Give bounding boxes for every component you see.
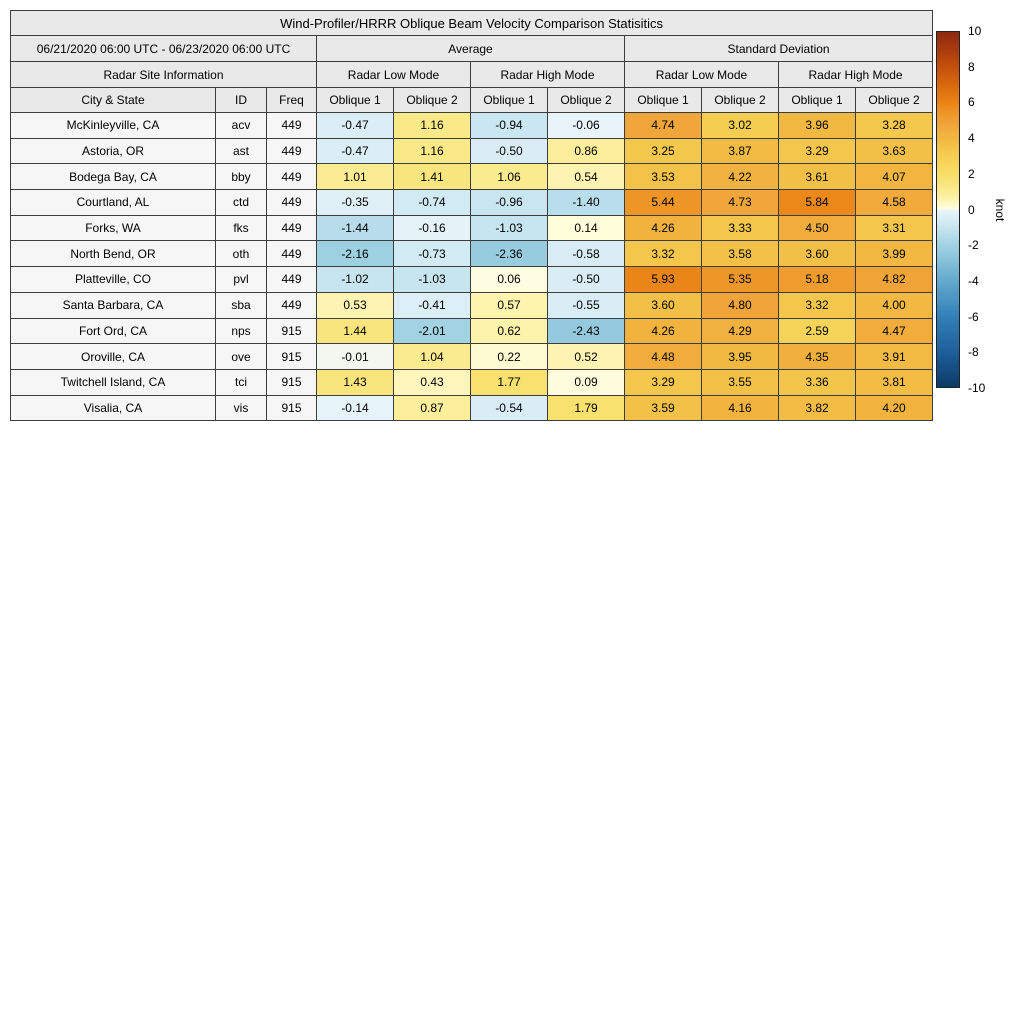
site-id-cell: nps [216,318,267,344]
column-header-oblique: Oblique 1 [625,88,702,113]
colorbar-tick-label: -4 [968,273,979,288]
value-cell: 3.32 [625,241,702,267]
table-row [11,138,933,164]
value-cell: -0.50 [548,267,625,293]
city-cell: Astoria, OR [11,138,216,164]
value-cell: -2.36 [471,241,548,267]
mode-header-std-high: Radar High Mode [779,62,933,88]
value-cell: -0.73 [394,241,471,267]
colorbar-tick-label: 6 [968,95,975,110]
column-header-oblique: Oblique 1 [471,88,548,113]
value-cell: -0.35 [317,190,394,216]
table-row [11,267,933,293]
value-cell: 0.62 [471,318,548,344]
site-id-cell: acv [216,113,267,139]
column-header-city: City & State [11,88,216,113]
table-row [11,369,933,395]
value-cell: -2.01 [394,318,471,344]
site-id-cell: ast [216,138,267,164]
table-row [11,395,933,421]
table-body [11,113,933,421]
value-cell: 5.18 [779,267,856,293]
value-cell: 3.63 [856,138,933,164]
value-cell: 3.82 [779,395,856,421]
site-id-cell: vis [216,395,267,421]
site-id-cell: sba [216,292,267,318]
colorbar-tick-label: -8 [968,345,979,360]
value-cell: -0.94 [471,113,548,139]
site-id-cell: ctd [216,190,267,216]
city-cell: Twitchell Island, CA [11,369,216,395]
value-cell: 1.44 [317,318,394,344]
value-cell: 3.96 [779,113,856,139]
column-header-freq: Freq [267,88,317,113]
city-cell: Visalia, CA [11,395,216,421]
value-cell: 3.61 [779,164,856,190]
value-cell: -2.16 [317,241,394,267]
colorbar-gradient [936,31,960,388]
column-header-oblique: Oblique 1 [779,88,856,113]
freq-cell: 915 [267,318,317,344]
value-cell: 4.22 [702,164,779,190]
freq-cell: 449 [267,164,317,190]
value-cell: 3.59 [625,395,702,421]
colorbar-tick-label: -6 [968,309,979,324]
date-range-cell: 06/21/2020 06:00 UTC - 06/23/2020 06:00 UTC [11,36,317,62]
column-header-oblique: Oblique 2 [548,88,625,113]
freq-cell: 915 [267,395,317,421]
value-cell: 3.87 [702,138,779,164]
value-cell: 3.31 [856,215,933,241]
value-cell: 3.55 [702,369,779,395]
value-cell: 3.99 [856,241,933,267]
freq-cell: 449 [267,267,317,293]
table-row [11,113,933,139]
value-cell: -1.02 [317,267,394,293]
table-row [11,344,933,370]
freq-cell: 449 [267,215,317,241]
value-cell: -2.43 [548,318,625,344]
table-row [11,190,933,216]
value-cell: 3.95 [702,344,779,370]
value-cell: 3.25 [625,138,702,164]
value-cell: 4.26 [625,215,702,241]
value-cell: -0.01 [317,344,394,370]
statistics-table [10,10,933,421]
city-cell: North Bend, OR [11,241,216,267]
mode-header-row [11,62,933,88]
value-cell: 3.81 [856,369,933,395]
value-cell: 3.58 [702,241,779,267]
value-cell: 3.28 [856,113,933,139]
value-cell: 5.93 [625,267,702,293]
table-row [11,164,933,190]
column-header-oblique: Oblique 2 [394,88,471,113]
value-cell: -0.54 [471,395,548,421]
site-id-cell: oth [216,241,267,267]
value-cell: 3.33 [702,215,779,241]
value-cell: 1.16 [394,113,471,139]
value-cell: 3.32 [779,292,856,318]
value-cell: -0.50 [471,138,548,164]
value-cell: 1.06 [471,164,548,190]
site-id-cell: pvl [216,267,267,293]
table-header [11,11,933,113]
value-cell: 5.44 [625,190,702,216]
value-cell: 5.35 [702,267,779,293]
value-cell: 0.53 [317,292,394,318]
value-cell: -0.14 [317,395,394,421]
value-cell: 2.59 [779,318,856,344]
value-cell: -0.47 [317,138,394,164]
mode-header-avg-high: Radar High Mode [471,62,625,88]
value-cell: -0.16 [394,215,471,241]
value-cell: 4.35 [779,344,856,370]
value-cell: 4.47 [856,318,933,344]
column-header-oblique: Oblique 2 [702,88,779,113]
table-row [11,215,933,241]
value-cell: 4.50 [779,215,856,241]
value-cell: -0.06 [548,113,625,139]
figure-title: Wind-Profiler/HRRR Oblique Beam Velocity Comparison Statisitics [11,11,933,36]
column-header-row [11,88,933,113]
mode-header-std-low: Radar Low Mode [625,62,779,88]
freq-cell: 449 [267,292,317,318]
value-cell: 1.43 [317,369,394,395]
value-cell: 1.01 [317,164,394,190]
value-cell: -0.74 [394,190,471,216]
freq-cell: 915 [267,344,317,370]
value-cell: 4.48 [625,344,702,370]
value-cell: -1.44 [317,215,394,241]
value-cell: -0.96 [471,190,548,216]
value-cell: -0.47 [317,113,394,139]
site-id-cell: tci [216,369,267,395]
colorbar-unit-label: knot [993,198,1007,221]
colorbar-tick-label: 8 [968,59,975,74]
value-cell: -0.58 [548,241,625,267]
value-cell: 0.14 [548,215,625,241]
column-header-oblique: Oblique 2 [856,88,933,113]
value-cell: 4.16 [702,395,779,421]
group-header-average: Average [317,36,625,62]
colorbar-tick-label: 4 [968,131,975,146]
value-cell: 3.91 [856,344,933,370]
value-cell: 4.07 [856,164,933,190]
value-cell: 4.20 [856,395,933,421]
value-cell: -1.03 [394,267,471,293]
value-cell: 0.86 [548,138,625,164]
group-header-standard-deviation: Standard Deviation [625,36,933,62]
freq-cell: 449 [267,190,317,216]
value-cell: -0.55 [548,292,625,318]
value-cell: 4.58 [856,190,933,216]
table-row [11,292,933,318]
table-row [11,318,933,344]
colorbar-tick-label: 2 [968,166,975,181]
freq-cell: 915 [267,369,317,395]
value-cell: 4.73 [702,190,779,216]
value-cell: 3.36 [779,369,856,395]
colorbar [936,24,1007,395]
colorbar-tick-label: -10 [968,381,986,395]
city-cell: Platteville, CO [11,267,216,293]
value-cell: 5.84 [779,190,856,216]
table-row [11,241,933,267]
mode-header-avg-low: Radar Low Mode [317,62,471,88]
column-header-id: ID [216,88,267,113]
value-cell: 1.77 [471,369,548,395]
column-header-oblique: Oblique 1 [317,88,394,113]
value-cell: 3.29 [625,369,702,395]
city-cell: Santa Barbara, CA [11,292,216,318]
site-id-cell: ove [216,344,267,370]
value-cell: 3.29 [779,138,856,164]
site-info-header: Radar Site Information [11,62,317,88]
value-cell: 3.60 [625,292,702,318]
value-cell: 4.74 [625,113,702,139]
colorbar-tick-label: 10 [968,24,982,38]
value-cell: 0.09 [548,369,625,395]
value-cell: 3.53 [625,164,702,190]
site-id-cell: fks [216,215,267,241]
value-cell: 1.04 [394,344,471,370]
colorbar-tick-label: 0 [968,202,975,217]
city-cell: Bodega Bay, CA [11,164,216,190]
value-cell: 0.54 [548,164,625,190]
value-cell: 1.16 [394,138,471,164]
freq-cell: 449 [267,241,317,267]
value-cell: 4.00 [856,292,933,318]
value-cell: 4.80 [702,292,779,318]
freq-cell: 449 [267,138,317,164]
value-cell: -1.40 [548,190,625,216]
value-cell: 1.79 [548,395,625,421]
freq-cell: 449 [267,113,317,139]
colorbar-tick-label: -2 [968,238,979,253]
value-cell: 0.06 [471,267,548,293]
value-cell: 0.43 [394,369,471,395]
value-cell: 4.82 [856,267,933,293]
value-cell: 0.87 [394,395,471,421]
city-cell: Forks, WA [11,215,216,241]
table-title-row [11,11,933,36]
value-cell: 4.26 [625,318,702,344]
city-cell: Courtland, AL [11,190,216,216]
value-cell: 0.57 [471,292,548,318]
value-cell: -1.03 [471,215,548,241]
value-cell: 0.52 [548,344,625,370]
city-cell: Fort Ord, CA [11,318,216,344]
city-cell: Oroville, CA [11,344,216,370]
value-cell: 4.29 [702,318,779,344]
group-header-row [11,36,933,62]
value-cell: 3.02 [702,113,779,139]
value-cell: -0.41 [394,292,471,318]
value-cell: 3.60 [779,241,856,267]
value-cell: 0.22 [471,344,548,370]
city-cell: McKinleyville, CA [11,113,216,139]
value-cell: 1.41 [394,164,471,190]
site-id-cell: bby [216,164,267,190]
